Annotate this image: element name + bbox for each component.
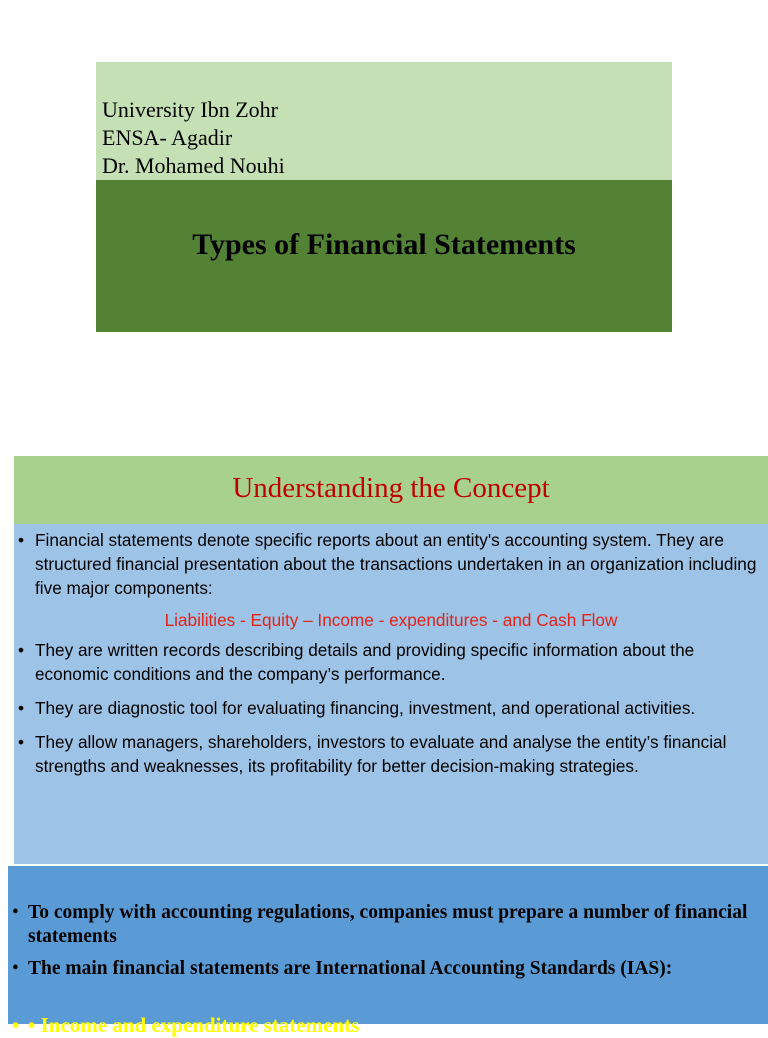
university-name: University Ibn Zohr <box>102 97 278 122</box>
concept-slide-body <box>14 524 768 864</box>
title-slide-header <box>96 62 672 180</box>
statements-bullet-regulations <box>8 901 768 949</box>
document-title: Types of Financial Statements <box>192 228 576 261</box>
concept-bullet-definition: • Financial statements denote specific reports about an entity's accounting system. They are structured financial presentation about the transactions undertaken in an organization including five major components: <box>14 528 768 600</box>
concept-bullet-diagnostic: • They are diagnostic tool for evaluating financing, investment, and operational activities. <box>14 696 768 720</box>
concept-bullet-list <box>14 528 768 778</box>
statements-subitem-income <box>8 1012 768 1038</box>
bullet-dot: • <box>12 958 19 979</box>
concept-bullet-stakeholders: • They allow managers, shareholders, investors to evaluate and analyse the entity’s financial strengths and weaknesses, its profitability for better decision-making strategies. <box>14 730 768 778</box>
bullet-dot: • <box>12 1013 20 1037</box>
statements-subitem-income-text: • Income and expenditure statements <box>28 1013 360 1037</box>
bullet-dot: • <box>12 902 19 923</box>
title-band <box>96 180 672 332</box>
author-block <box>102 96 285 180</box>
author-name: Dr. Mohamed Nouhi <box>102 153 285 178</box>
components-line: Liabilities - Equity – Income - expenditures - and Cash Flow <box>164 610 618 630</box>
statements-slide <box>8 866 768 1037</box>
concept-bullet-records: • They are written records describing details and providing specific information about the economic conditions and the company’s performance. <box>14 638 768 686</box>
concept-slide-title: Understanding the Concept <box>232 472 550 504</box>
statements-bullet-ias <box>8 957 768 981</box>
statements-bullet-ias-text: The main financial statements are International Accounting Standards (IAS): <box>28 958 673 979</box>
school-name: ENSA- Agadir <box>102 125 233 150</box>
statements-bullet-regulations-text: To comply with accounting regulations, companies must prepare a number of financial statements <box>28 902 748 947</box>
concept-slide-header <box>14 456 768 524</box>
